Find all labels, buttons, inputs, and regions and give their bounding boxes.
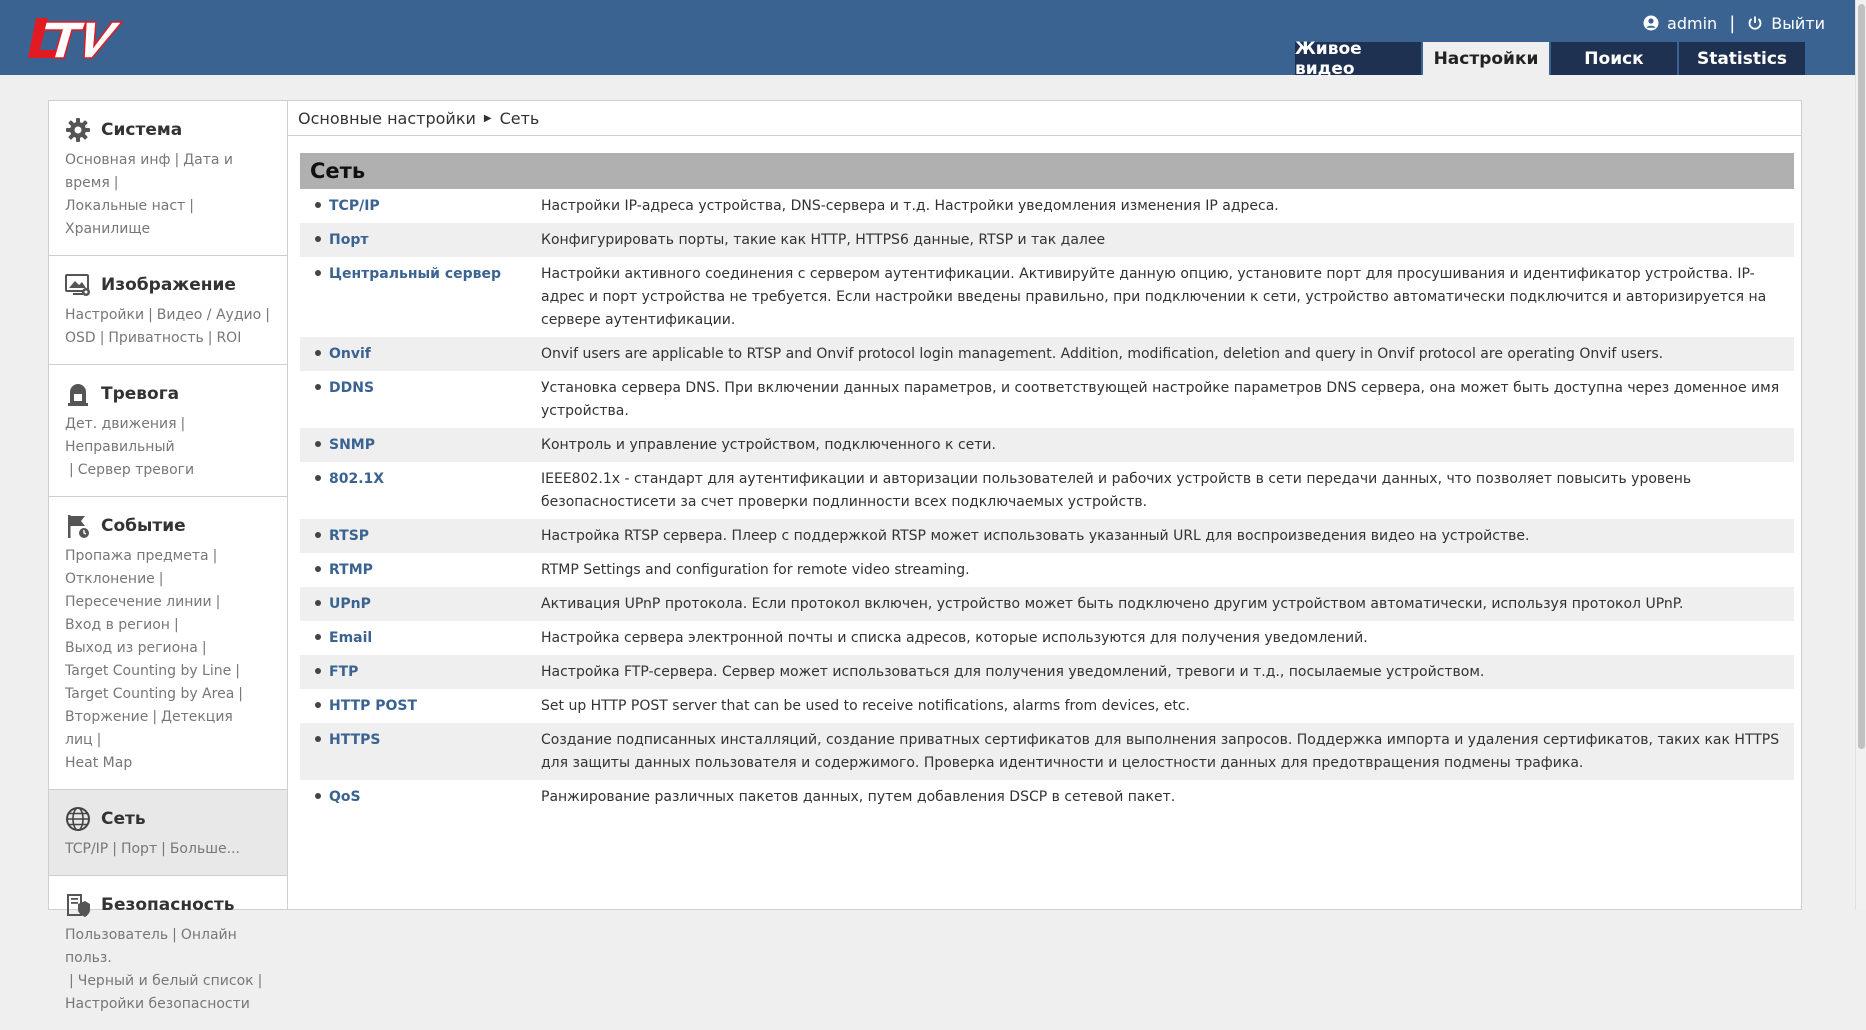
sidebar-links: Пропажа предмета | Отклонение | Пересечение линии | Вход в регион | Выход из региона | Target Counting by Line | Target Counting by Area | Вторжение | Детекция лиц | Heat Map [65,548,243,771]
bullet-icon [315,793,321,799]
setting-link[interactable] [300,627,541,650]
sidebar-link[interactable]: Настройки [65,307,145,323]
setting-description: Настройки активного соединения с сервером аутентификации. Активируйте данную опцию, установите порт для просушивания и идентификатор устройства. IP-адрес и порт устройства не требуется. Если настройки введены правильно, при подключении к сети, устройство автоматически подключится и авторизируется на сервере аутентификации. [541,266,1767,328]
setting-link[interactable] [300,525,541,548]
setting-description: Onvif users are applicable to RTSP and Onvif protocol login management. Addition, modification, deletion and query in Onvif protocol are operating Onvif users. [541,346,1664,362]
sidebar-section-system [49,101,288,256]
setting-link-label[interactable]: Порт [329,232,369,248]
sidebar-link[interactable]: TCP/IP [65,841,109,857]
setting-link[interactable] [300,263,541,332]
alarm-icon [65,381,91,407]
setting-description: IEEE802.1x - стандарт для аутентификации и авторизации пользователей и рабочих устройств в сети передачи данных, что позволяет повысить уровень безопасностисети за счет проверки подлинности всех подключаемых устройств. [541,471,1692,510]
setting-link[interactable] [300,661,541,684]
setting-link[interactable] [300,468,541,514]
sidebar-links: Основная инф | Дата и время | Локальные наст |Хранилище [65,152,234,237]
list-item [300,223,1794,257]
sidebar-link[interactable]: Пропажа предмета [65,548,209,564]
sidebar-title-label: Безопасность [101,895,235,915]
bullet-icon [315,736,321,742]
section-title: Сеть [300,153,1794,189]
sidebar-link[interactable]: Порт [120,841,158,857]
ltv-logo[interactable] [28,16,120,60]
sidebar-link[interactable]: Дата и время [65,152,234,191]
list-item [300,189,1794,223]
sidebar-links: Пользователь | Онлайн польз. | Черный и белый список | Настройки безопасности [65,927,263,1012]
bullet-icon [315,270,321,276]
sidebar-section-network [49,790,288,876]
sidebar-link[interactable]: Вторжение [65,709,149,725]
sidebar-section-event [49,497,288,790]
setting-description: Настройка FTP-сервера. Сервер может использоваться для получения уведомлений, тревоги и т.д., посылаемые устройством. [541,664,1485,680]
setting-description: Контроль и управление устройством, подключенного к сети. [541,437,996,453]
list-item [300,689,1794,723]
sidebar-link[interactable]: Настройки безопасности [65,996,250,1012]
breadcrumb-current: Сеть [499,108,540,128]
sidebar-title-security[interactable] [65,890,274,920]
setting-link-label[interactable]: HTTPS [329,732,381,748]
list-item [300,257,1794,337]
sidebar-title-network[interactable] [65,804,274,834]
sidebar-title-label: Система [101,120,183,140]
bullet-icon [315,475,321,481]
list-item [300,723,1794,780]
setting-link-label[interactable]: SNMP [329,437,375,453]
list-item [300,655,1794,689]
sidebar-link[interactable]: Основная инф [65,152,171,168]
tab-settings[interactable]: Настройки [1423,42,1549,75]
setting-link[interactable] [300,695,541,718]
breadcrumb-arrow-icon: ▶ [483,112,492,124]
network-settings-list [300,189,1794,814]
sidebar-link[interactable]: Черный и белый список [77,973,254,989]
tab-search[interactable]: Поиск [1551,42,1677,75]
sidebar-title-label: Событие [101,516,186,536]
sidebar-title-image[interactable] [65,270,274,300]
bullet-icon [315,350,321,356]
bullet-icon [315,441,321,447]
username[interactable]: admin [1667,13,1718,33]
sidebar-link[interactable]: Локальные наст [65,198,186,214]
setting-description: Настройки IP-адреса устройства, DNS-сервера и т.д. Настройки уведомления изменения IP адреса. [541,198,1279,214]
sidebar-link[interactable]: Видео / Аудио [156,307,262,323]
tab-statistics[interactable]: Statistics [1679,42,1805,75]
bullet-icon [315,384,321,390]
setting-link-label[interactable]: UPnP [329,596,371,612]
list-item [300,371,1794,428]
setting-description: Set up HTTP POST server that can be used to receive notifications, alarms from devices, etc. [541,698,1191,714]
logout-link[interactable]: Выйти [1771,13,1825,33]
event-icon [65,513,91,539]
setting-link[interactable] [300,786,541,809]
sidebar-links: TCP/IP | Порт | Больше... [65,841,240,857]
gear-icon [65,117,91,143]
sidebar-link[interactable]: Вход в регион [65,617,170,633]
setting-description: Установка сервера DNS. При включении данных параметров, и соответствующей настройке параметров DNS сервера, она может быть доступна через доменное имя устройства. [541,380,1780,419]
globe-icon [65,806,91,832]
user-icon [1643,15,1659,31]
tab-live-video[interactable]: Живое видео [1295,42,1421,75]
setting-description: RTMP Settings and configuration for remote video streaming. [541,562,970,578]
sidebar-link[interactable]: Неправильный [65,439,175,455]
sidebar-link[interactable]: Приватность [108,330,204,346]
sidebar-title-label: Изображение [101,275,236,295]
setting-link-label[interactable]: QoS [329,789,361,805]
sidebar-link[interactable]: Хранилище [65,221,151,237]
list-item [300,553,1794,587]
setting-description: Активация UPnP протокола. Если протокол включен, устройство может быть подключено другим устройством автоматически, используя протокол UPnP. [541,596,1684,612]
sidebar-link[interactable]: Target Counting by Line [65,663,232,679]
image-settings-icon [65,272,91,298]
setting-link[interactable] [300,593,541,616]
sidebar-title-label: Тревога [101,384,180,404]
setting-link[interactable] [300,434,541,457]
setting-link[interactable] [300,229,541,252]
setting-link-label[interactable]: RTMP [329,562,373,578]
setting-description: Конфигурировать порты, такие как HTTP, HTTPS6 данные, RTSP и так далее [541,232,1106,248]
setting-link-label[interactable]: HTTP POST [329,698,418,714]
sidebar-link[interactable]: Онлайн польз. [65,927,237,966]
sidebar-link[interactable]: Больше... [169,841,240,857]
sidebar-link[interactable]: Пересечение линии [65,594,212,610]
setting-description: Настройка сервера электронной почты и списка адресов, которые используются для получения уведомлений. [541,630,1368,646]
bullet-icon [315,202,321,208]
sidebar-link[interactable]: Сервер тревоги [77,462,195,478]
setting-link-label[interactable]: DDNS [329,380,375,396]
sidebar-link[interactable]: Heat Map [65,755,133,771]
list-item [300,462,1794,519]
bullet-icon [315,236,321,242]
sidebar-title-event[interactable] [65,511,274,541]
list-item [300,519,1794,553]
setting-link-label[interactable]: RTSP [329,528,370,544]
sidebar-title-alarm[interactable] [65,379,274,409]
setting-link-label[interactable]: TCP/IP [329,198,380,214]
settings-sidebar [48,100,288,1012]
sidebar-link[interactable]: Отклонение [65,571,155,587]
setting-link-label[interactable]: Центральный сервер [329,266,502,282]
user-bar-separator: | [1729,12,1736,34]
power-icon[interactable] [1747,15,1763,31]
sidebar-section-alarm [49,365,288,497]
sidebar-section-image [49,256,288,365]
security-icon [65,892,91,918]
list-item [300,337,1794,371]
setting-link[interactable] [300,195,541,218]
setting-description: Настройка RTSP сервера. Плеер с поддержкой RTSP может использовать указанный URL для воспроизведения видео на устройстве. [541,528,1530,544]
setting-link-label[interactable]: Onvif [329,346,371,362]
list-item [300,587,1794,621]
setting-link-label[interactable]: 802.1X [329,471,385,487]
sidebar-title-label: Сеть [101,809,146,829]
sidebar-link[interactable]: Выход из региона [65,640,198,656]
breadcrumb [288,101,1801,136]
bullet-icon [315,668,321,674]
sidebar-section-security [49,876,288,1030]
top-header [0,0,1855,79]
sidebar-links: Дет. движения |Неправильный | Сервер тревоги [65,416,195,478]
bullet-icon [315,600,321,606]
setting-link-label[interactable]: Email [329,630,373,646]
bullet-icon [315,634,321,640]
setting-link[interactable] [300,377,541,423]
list-item [300,428,1794,462]
page-scrollbar-thumb[interactable] [1858,4,1865,749]
bullet-icon [315,702,321,708]
sidebar-link[interactable]: Детекция лиц [65,709,233,748]
main-tabs [1295,38,1805,79]
content-panel [287,100,1802,910]
sidebar-link[interactable]: Дет. движения [65,416,177,432]
setting-link[interactable] [300,729,541,775]
bullet-icon [315,532,321,538]
breadcrumb-parent[interactable]: Основные настройки [298,108,476,128]
setting-link[interactable] [300,559,541,582]
setting-link-label[interactable]: FTP [329,664,359,680]
user-bar [1643,12,1825,34]
bullet-icon [315,566,321,572]
page-scrollbar[interactable] [1855,0,1866,910]
setting-link[interactable] [300,343,541,366]
sidebar-link[interactable]: ROI [216,330,242,346]
setting-description: Создание подписанных инсталляций, создание приватных сертификатов для выполнения запросов. Поддержка импорта и удаления сертификатов, таких как HTTPS для защиты данных пользователя и содержимого. Проверка идентичности и целостности данных для предотвращения подмены трафика. [541,732,1780,771]
sidebar-link[interactable]: Пользователь [65,927,169,943]
sidebar-link[interactable]: OSD [65,330,96,346]
sidebar-title-system[interactable] [65,115,274,145]
sidebar-link[interactable]: Target Counting by Area [65,686,235,702]
setting-description: Ранжирование различных пакетов данных, путем добавления DSCP в сетевой пакет. [541,789,1176,805]
sidebar-links: Настройки | Видео / Аудио | OSD | Приватность | ROI [65,307,270,346]
list-item [300,780,1794,814]
list-item [300,621,1794,655]
